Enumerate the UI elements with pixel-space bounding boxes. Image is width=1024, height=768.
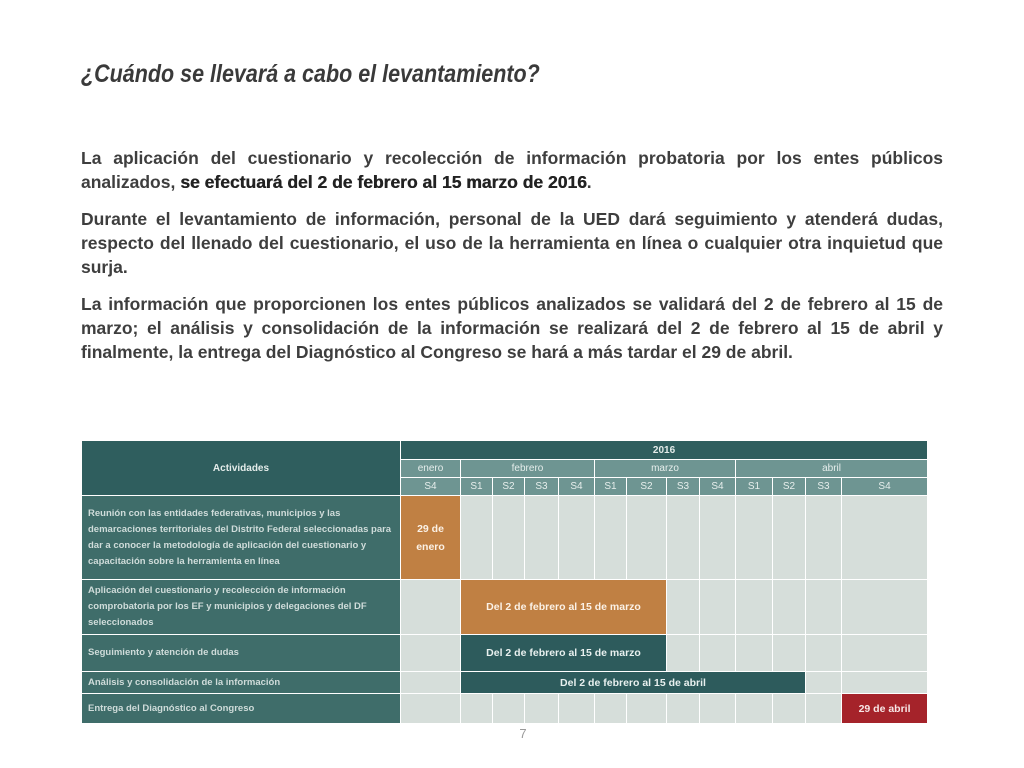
empty-cell bbox=[595, 694, 627, 724]
empty-cell bbox=[461, 694, 493, 724]
week-header: S2 bbox=[773, 478, 806, 496]
empty-cell bbox=[773, 635, 806, 672]
empty-cell bbox=[842, 672, 928, 694]
empty-cell bbox=[525, 496, 559, 580]
empty-cell bbox=[401, 672, 461, 694]
empty-cell bbox=[842, 635, 928, 672]
schedule-table bbox=[81, 440, 928, 724]
empty-cell bbox=[667, 496, 700, 580]
week-header: S4 bbox=[401, 478, 461, 496]
schedule-bar bbox=[401, 496, 461, 580]
empty-cell bbox=[806, 635, 842, 672]
schedule-bar: Del 2 de febrero al 15 de marzo bbox=[461, 635, 667, 672]
page-title: ¿Cuándo se llevará a cabo el levantamiento? bbox=[81, 60, 540, 88]
empty-cell bbox=[401, 694, 461, 724]
week-header: S1 bbox=[736, 478, 773, 496]
week-header: S2 bbox=[493, 478, 525, 496]
month-header-abril: abril bbox=[736, 460, 928, 478]
year-header: 2016 bbox=[401, 441, 928, 460]
paragraph-1-start: La aplicación del cuestionario y recolección de información probatoria por los entes públicos analizados, bbox=[81, 148, 943, 192]
empty-cell bbox=[667, 694, 700, 724]
paragraph-1-end: . bbox=[586, 172, 592, 192]
empty-cell bbox=[806, 672, 842, 694]
empty-cell bbox=[842, 496, 928, 580]
schedule-bar: Del 2 de febrero al 15 de abril bbox=[461, 672, 806, 694]
empty-cell bbox=[736, 694, 773, 724]
empty-cell bbox=[595, 496, 627, 580]
activities-header: Actividades bbox=[82, 441, 401, 496]
page-number: 7 bbox=[519, 726, 527, 741]
schedule-bar-label: 29 de enero bbox=[416, 522, 445, 553]
empty-cell bbox=[736, 496, 773, 580]
body-text bbox=[81, 146, 943, 377]
week-header: S3 bbox=[806, 478, 842, 496]
empty-cell bbox=[736, 635, 773, 672]
schedule-bar: Del 2 de febrero al 15 de marzo bbox=[461, 580, 667, 635]
empty-cell bbox=[700, 496, 736, 580]
paragraph-1 bbox=[81, 146, 943, 194]
week-header: S1 bbox=[461, 478, 493, 496]
activity-label: Seguimiento y atención de dudas bbox=[82, 635, 401, 672]
empty-cell bbox=[842, 580, 928, 635]
month-header-marzo: marzo bbox=[595, 460, 736, 478]
empty-cell bbox=[525, 694, 559, 724]
paragraph-1-emphasis: se efectuará del 2 de febrero al 15 marzo de 2016 bbox=[180, 172, 587, 192]
empty-cell bbox=[493, 694, 525, 724]
activity-label: Reunión con las entidades federativas, municipios y las demarcaciones territoriales del Distrito Federal seleccionadas para dar a conocer la metodología de aplicación del cuestionario y capacitación sobre la herramienta en línea bbox=[82, 496, 401, 580]
table-row bbox=[82, 496, 928, 580]
week-header: S3 bbox=[667, 478, 700, 496]
empty-cell bbox=[806, 496, 842, 580]
table-row bbox=[82, 694, 928, 724]
empty-cell bbox=[773, 580, 806, 635]
empty-cell bbox=[806, 580, 842, 635]
empty-cell bbox=[700, 694, 736, 724]
empty-cell bbox=[806, 694, 842, 724]
table-row bbox=[82, 672, 928, 694]
empty-cell bbox=[559, 496, 595, 580]
activity-label: Aplicación del cuestionario y recolección de información comprobatoria por los EF y municipios y delegaciones del DF seleccionados bbox=[82, 580, 401, 635]
week-header: S4 bbox=[842, 478, 928, 496]
week-header: S2 bbox=[627, 478, 667, 496]
empty-cell bbox=[773, 694, 806, 724]
paragraph-3: La información que proporcionen los entes públicos analizados se validará del 2 de febrero al 15 de marzo; el análisis y consolidación de la información se realizará del 2 de febrero al 15 de abril y finalmente, la entrega del Diagnóstico al Congreso se hará a más tardar el 29 de abril. bbox=[81, 294, 943, 362]
empty-cell bbox=[700, 635, 736, 672]
month-header-febrero: febrero bbox=[461, 460, 595, 478]
empty-cell bbox=[627, 496, 667, 580]
table-row bbox=[82, 635, 928, 672]
week-header: S3 bbox=[525, 478, 559, 496]
empty-cell bbox=[667, 580, 700, 635]
empty-cell bbox=[401, 635, 461, 672]
empty-cell bbox=[559, 694, 595, 724]
empty-cell bbox=[736, 580, 773, 635]
empty-cell bbox=[667, 635, 700, 672]
table-row bbox=[82, 580, 928, 635]
activity-label: Análisis y consolidación de la información bbox=[82, 672, 401, 694]
week-header: S4 bbox=[559, 478, 595, 496]
schedule-bar: 29 de abril bbox=[842, 694, 928, 724]
empty-cell bbox=[401, 580, 461, 635]
activity-label: Entrega del Diagnóstico al Congreso bbox=[82, 694, 401, 724]
week-header: S4 bbox=[700, 478, 736, 496]
empty-cell bbox=[627, 694, 667, 724]
week-header: S1 bbox=[595, 478, 627, 496]
empty-cell bbox=[773, 496, 806, 580]
paragraph-2: Durante el levantamiento de información, personal de la UED dará seguimiento y atenderá dudas, respecto del llenado del cuestionario, el uso de la herramienta en línea o cualquier otra inquietud que surja. bbox=[81, 209, 943, 277]
empty-cell bbox=[700, 580, 736, 635]
empty-cell bbox=[493, 496, 525, 580]
empty-cell bbox=[461, 496, 493, 580]
month-header-enero: enero bbox=[401, 460, 461, 478]
